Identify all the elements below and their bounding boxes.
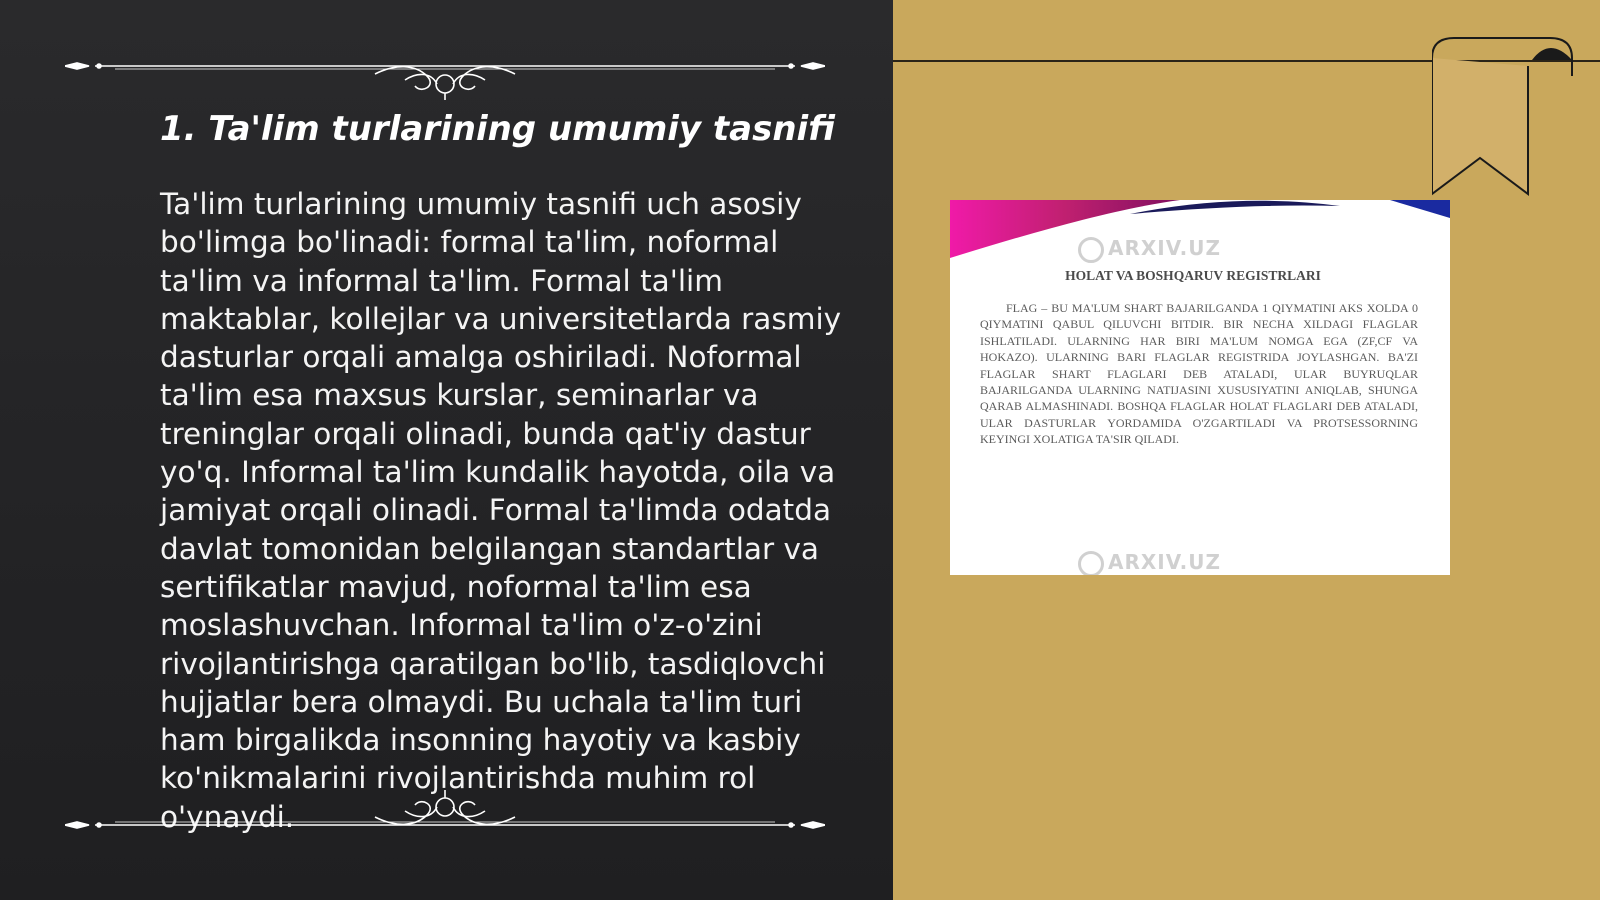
bookmark-ribbon-icon [1432, 36, 1592, 201]
document-image [950, 200, 1450, 575]
watermark: ARXIV.UZ [1078, 236, 1221, 263]
watermark: ARXIV.UZ [1078, 550, 1221, 575]
ornament-divider-bottom [65, 780, 825, 830]
document-body-text: FLAG – BU MA'LUM SHART BAJARILGANDA 1 QIYMATINI AKS XOLDA 0 QIYMATINI QABUL QILUVCHI BITDIR. BIR NECHA XILDAGI FLAGLAR ISHLATILADI. ULARNING HAR BIRI MA'LUM NOMGA EGA (ZF,CF VA HOKAZO). ULARNING BARI FLAGLAR REGISTRIDA JOYLASHGAN. BA'ZI FLAGLAR SHART FLAGLARI DEB ATALADI, ULAR BUYRUQLAR BAJARILGANDA ULARNING NATIJASINI XUSUSIYATINI ANIQLAB, SHUNGA QARAB ALMASHINADI. BOSHQA FLAGLAR HOLAT FLAGLARI DEB ATALADI, ULAR DASTURLAR YORDAMIDA O'ZGARTILADI VA PROTSESSORNING KEYINGI XOLATIGA TA'SIR QILADI. [980, 301, 1418, 447]
ornament-divider-top [65, 50, 825, 100]
slide-title: 1. Ta'lim turlarining umumiy tasnifi [160, 109, 835, 149]
document-heading: HOLAT VA BOSHQARUV REGISTRLARI [1065, 268, 1321, 283]
slide-body-text: Ta'lim turlarining umumiy tasnifi uch asosiy bo'limga bo'linadi: formal ta'lim, noformal ta'lim va informal ta'lim. Formal ta'lim maktablar, kollejlar va universitetlarda rasmiy dasturlar orqali amalga oshiriladi. Noformal ta'lim esa maxsus kurslar, seminarlar va treninglar orqali olinadi, bunda qat'iy dastur yo'q. Informal ta'lim kundalik hayotda, oila va jamiyat orqali olinadi. Formal ta'limda odatda davlat tomonidan belgilangan standartlar va sertifikatlar mavjud, noformal ta'lim esa moslashuvchan. Informal ta'lim o'z-o'zini rivojlantirishga qaratilgan bo'lib, tasdiqlovchi hujjatlar bera olmaydi. Bu uchala ta'lim turi ham birgalikda insonning hayotiy va kasbiy ko'nikmalarini rivojlantirishda muhim rol o'ynaydi. [160, 187, 842, 834]
